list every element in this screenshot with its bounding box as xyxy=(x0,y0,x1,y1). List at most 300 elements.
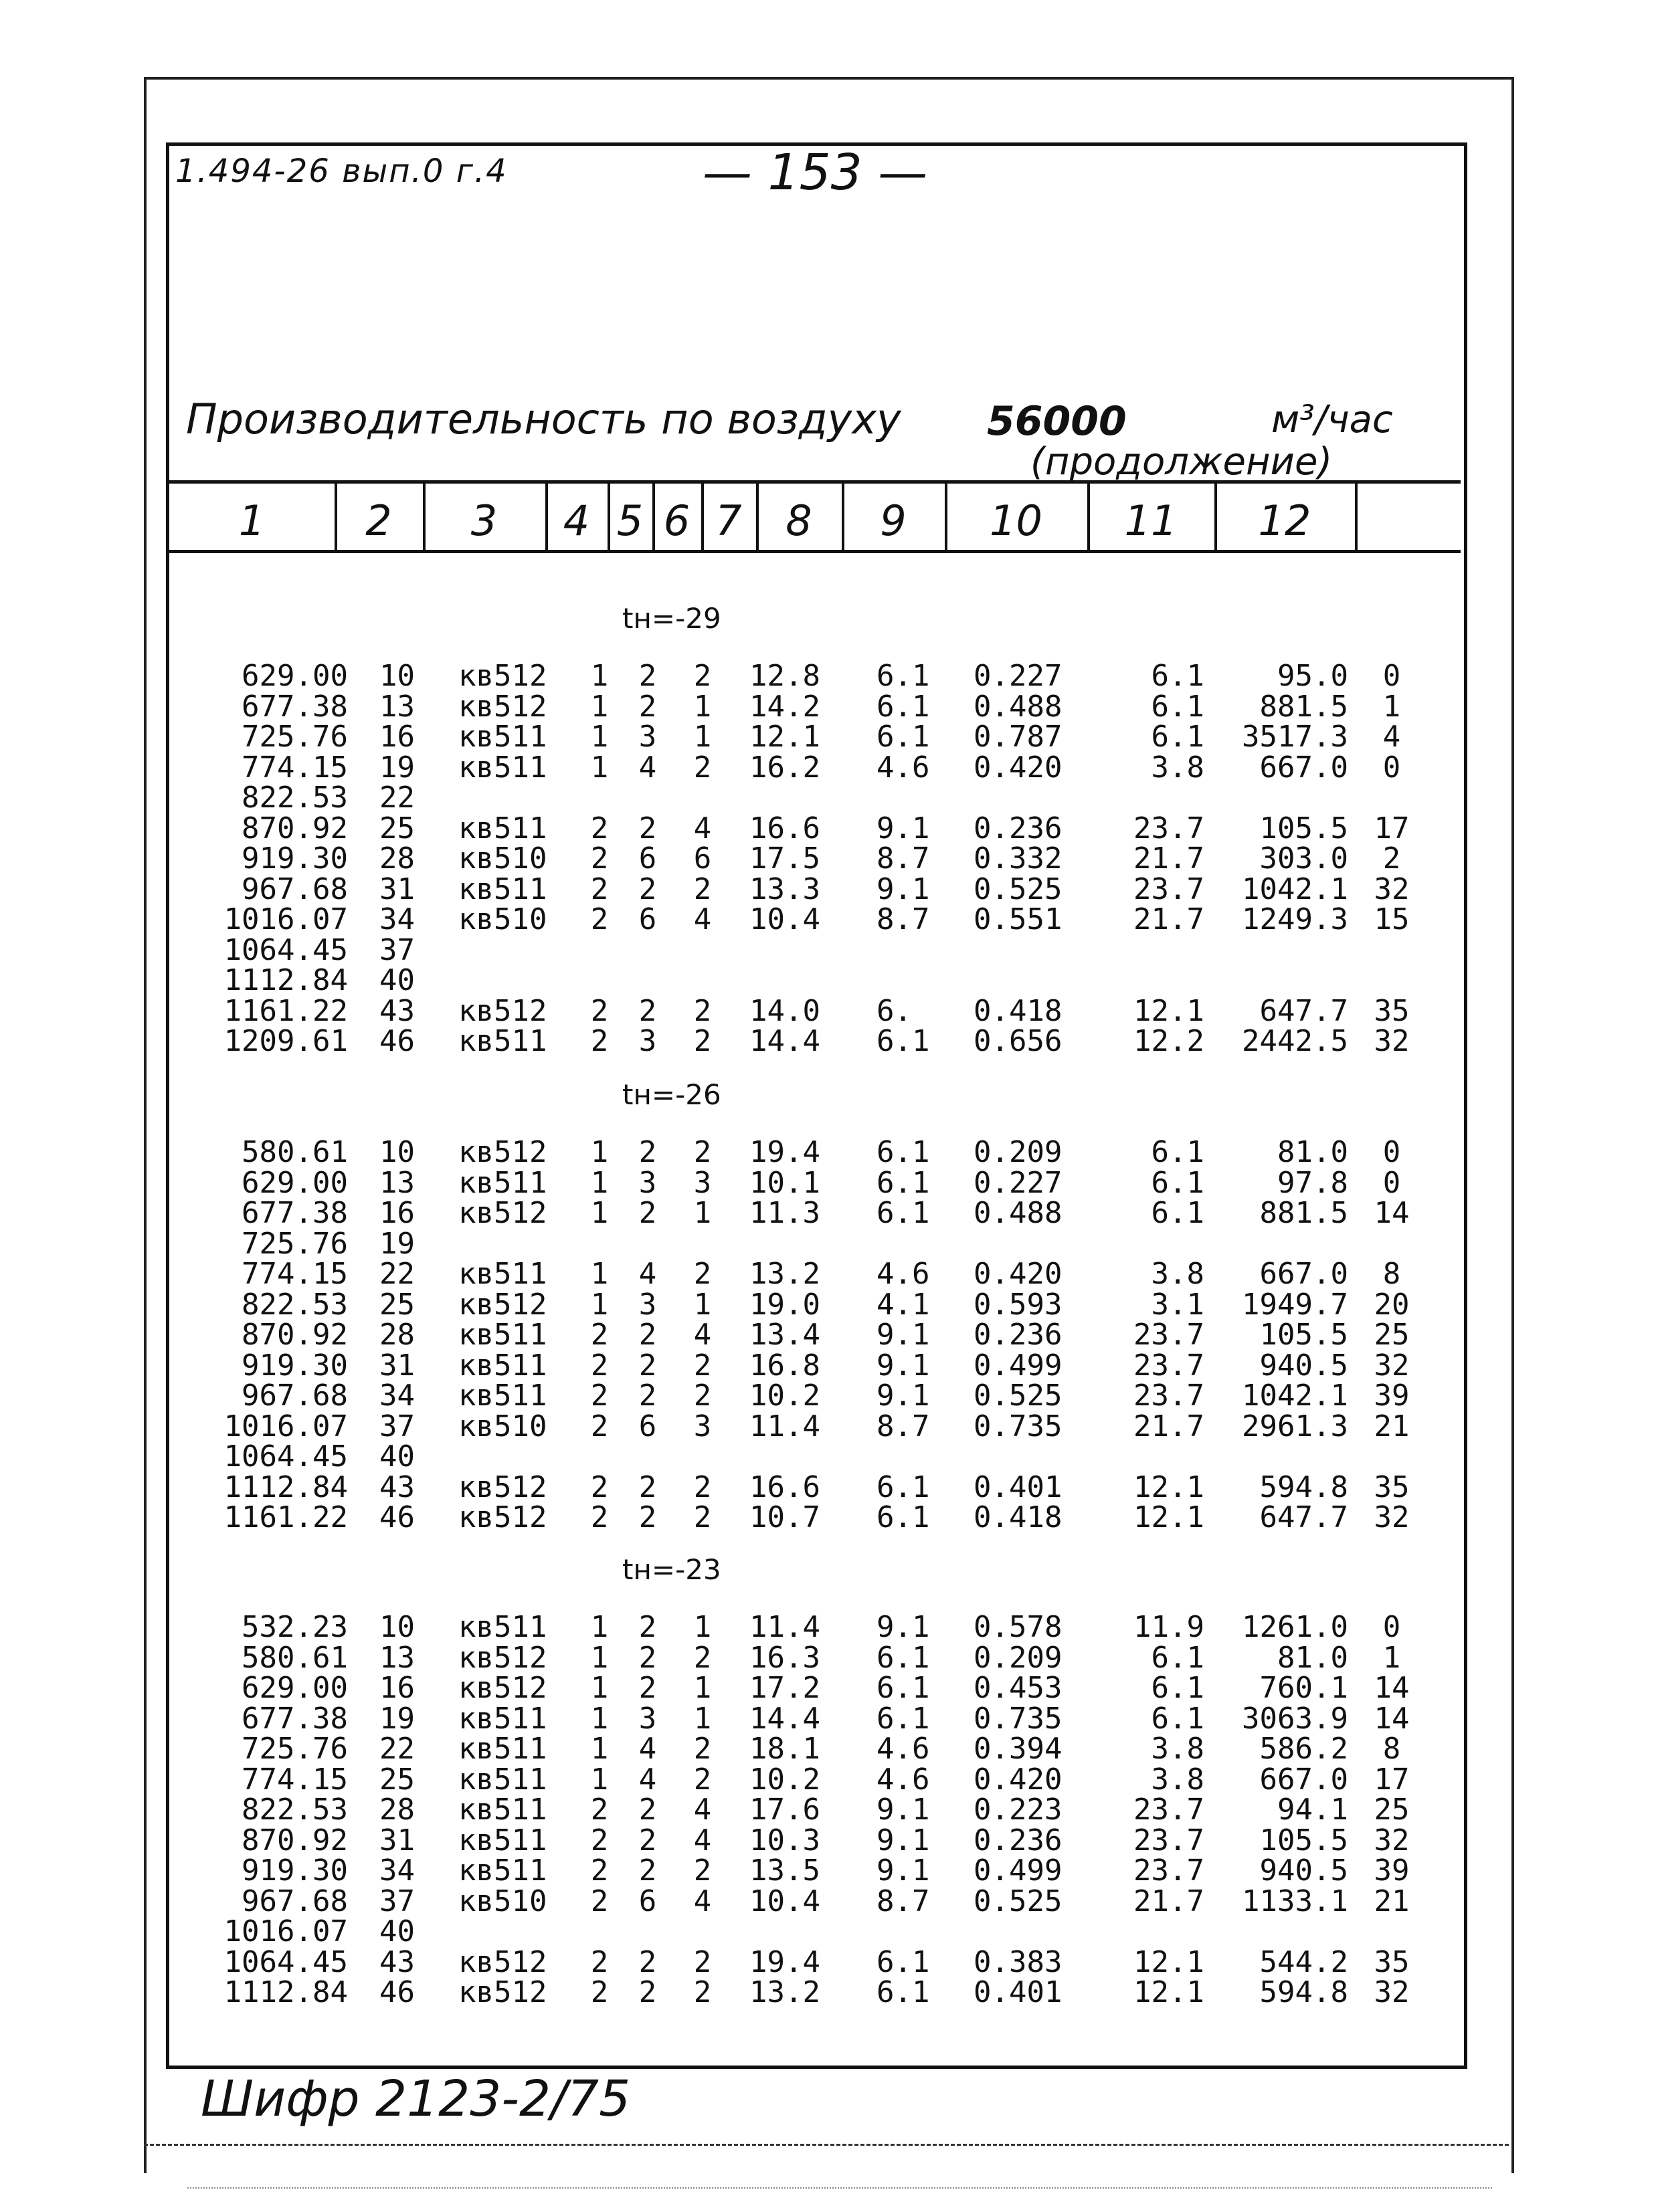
cell-col-8: 6.1 xyxy=(877,1165,930,1200)
cell-col-2: 40 xyxy=(379,963,415,997)
cell-col-8: 4.6 xyxy=(877,1257,930,1291)
table-row xyxy=(0,1640,1660,1675)
cell-col-6: 2 xyxy=(693,1762,712,1797)
cell-col-6: 1 xyxy=(693,1671,712,1705)
cell-col-10: 11.9 xyxy=(1133,1610,1204,1644)
cell-col-11: 3063.9 xyxy=(1242,1701,1348,1736)
cell-col-10: 3.8 xyxy=(1151,750,1204,785)
cell-col-3: кв511 xyxy=(458,1762,547,1797)
cell-col-1: 1016.07 xyxy=(223,1409,348,1443)
cell-col-6: 2 xyxy=(693,872,712,906)
cell-col-1: 774.15 xyxy=(242,1257,348,1291)
airflow-value: 56000 xyxy=(987,398,1127,445)
cell-col-9: 0.656 xyxy=(974,1024,1063,1058)
cell-col-7: 19.4 xyxy=(749,1944,820,1979)
cell-col-8: 9.1 xyxy=(877,1823,930,1857)
cell-col-3: кв510 xyxy=(458,902,547,936)
cell-col-1: 1016.07 xyxy=(223,902,348,936)
cell-col-4: 2 xyxy=(590,841,609,876)
cell-col-8: 9.1 xyxy=(877,872,930,906)
cell-col-2: 16 xyxy=(379,1196,415,1230)
cell-col-1: 1161.22 xyxy=(223,993,348,1028)
cell-col-7: 10.1 xyxy=(749,1165,820,1200)
cell-col-11: 940.5 xyxy=(1259,1348,1348,1383)
cell-col-12: 0 xyxy=(1382,1610,1401,1644)
cell-col-12: 35 xyxy=(1374,993,1410,1028)
cell-col-11: 94.1 xyxy=(1277,1793,1348,1827)
cell-col-4: 2 xyxy=(590,1379,609,1413)
cell-col-7: 11.4 xyxy=(749,1610,820,1644)
cell-col-12: 20 xyxy=(1374,1287,1410,1322)
table-row xyxy=(0,1026,1660,1057)
cell-col-8: 6.1 xyxy=(877,1024,930,1058)
cell-col-6: 2 xyxy=(693,1348,712,1383)
cell-col-9: 0.499 xyxy=(974,1348,1063,1383)
cell-col-3: кв512 xyxy=(458,1671,547,1705)
cell-col-5: 2 xyxy=(638,1348,657,1383)
cell-col-7: 13.2 xyxy=(749,1257,820,1291)
cell-col-1: 532.23 xyxy=(242,1610,348,1644)
cell-col-7: 13.5 xyxy=(749,1853,820,1888)
cell-col-4: 1 xyxy=(590,720,609,754)
cell-col-10: 3.8 xyxy=(1151,1257,1204,1291)
cell-col-9: 0.578 xyxy=(974,1610,1063,1644)
column-header-5: 5 xyxy=(616,496,644,545)
cell-col-1: 725.76 xyxy=(242,1732,348,1766)
cell-col-8: 8.7 xyxy=(877,1884,930,1918)
cell-col-2: 19 xyxy=(379,1701,415,1736)
cell-col-5: 2 xyxy=(638,1135,657,1169)
cell-col-9: 0.401 xyxy=(974,1975,1063,2009)
cell-col-8: 6.1 xyxy=(877,1135,930,1169)
cell-col-6: 4 xyxy=(693,1823,712,1857)
cell-col-1: 677.38 xyxy=(242,1196,348,1230)
cell-col-6: 1 xyxy=(693,720,712,754)
cell-col-1: 677.38 xyxy=(242,689,348,724)
cell-col-11: 667.0 xyxy=(1259,1762,1348,1797)
cell-col-8: 9.1 xyxy=(877,811,930,845)
cell-col-4: 2 xyxy=(590,1500,609,1534)
cell-col-3: кв511 xyxy=(458,1165,547,1200)
cell-col-5: 4 xyxy=(638,1732,657,1766)
cell-col-7: 10.2 xyxy=(749,1762,820,1797)
cell-col-9: 0.420 xyxy=(974,1762,1063,1797)
column-header-9: 9 xyxy=(880,496,907,545)
cell-col-1: 1064.45 xyxy=(223,1439,348,1474)
scan-artifact-line xyxy=(187,2187,1492,2189)
cell-col-3: кв512 xyxy=(458,993,547,1028)
cell-col-8: 6.1 xyxy=(877,689,930,724)
cell-col-2: 13 xyxy=(379,1165,415,1200)
table-row xyxy=(0,1350,1660,1381)
table-row xyxy=(0,1502,1660,1533)
table-row xyxy=(0,1137,1660,1168)
cell-col-7: 10.2 xyxy=(749,1379,820,1413)
cell-col-10: 6.1 xyxy=(1151,659,1204,693)
table-row xyxy=(0,689,1660,724)
cell-col-6: 6 xyxy=(693,841,712,876)
cell-col-2: 28 xyxy=(379,1793,415,1827)
cell-col-5: 2 xyxy=(638,811,657,845)
document-reference: 1.494-26 вып.0 г.4 xyxy=(175,153,508,190)
cell-col-4: 2 xyxy=(590,993,609,1028)
cell-col-2: 28 xyxy=(379,1318,415,1352)
table-row xyxy=(0,1381,1660,1411)
cell-col-1: 919.30 xyxy=(242,1853,348,1888)
cell-col-7: 13.2 xyxy=(749,1975,820,2009)
cell-col-9: 0.551 xyxy=(974,902,1063,936)
column-header-6: 6 xyxy=(663,496,690,545)
cell-col-10: 6.1 xyxy=(1151,1671,1204,1705)
cell-col-5: 6 xyxy=(638,1884,657,1918)
cell-col-5: 4 xyxy=(638,1762,657,1797)
cell-col-3: кв511 xyxy=(458,1732,547,1766)
cell-col-7: 14.0 xyxy=(749,993,820,1028)
cell-col-3: кв512 xyxy=(458,1470,547,1504)
cell-col-3: кв511 xyxy=(458,872,547,906)
cell-col-11: 881.5 xyxy=(1259,1196,1348,1230)
cell-col-4: 2 xyxy=(590,1853,609,1888)
table-row xyxy=(0,1916,1660,1947)
cell-col-4: 2 xyxy=(590,1348,609,1383)
cell-col-4: 1 xyxy=(590,1257,609,1291)
cell-col-1: 822.53 xyxy=(242,1287,348,1322)
cell-col-12: 25 xyxy=(1374,1318,1410,1352)
table-title: Производительность по воздуху xyxy=(186,395,901,443)
cell-col-2: 31 xyxy=(379,1823,415,1857)
cell-col-10: 23.7 xyxy=(1133,1318,1204,1352)
cell-col-11: 594.8 xyxy=(1259,1470,1348,1504)
cell-col-2: 25 xyxy=(379,811,415,845)
cell-col-12: 39 xyxy=(1374,1853,1410,1888)
cell-col-10: 23.7 xyxy=(1133,1823,1204,1857)
cell-col-6: 2 xyxy=(693,1135,712,1169)
cell-col-11: 2442.5 xyxy=(1242,1024,1348,1058)
cell-col-11: 544.2 xyxy=(1259,1944,1348,1979)
cell-col-5: 2 xyxy=(638,1196,657,1230)
cell-col-7: 10.4 xyxy=(749,1884,820,1918)
cell-col-7: 14.4 xyxy=(749,1701,820,1736)
continuation-note: (продолжение) xyxy=(1030,440,1333,484)
cell-col-7: 14.4 xyxy=(749,1024,820,1058)
cell-col-6: 4 xyxy=(693,1884,712,1918)
cell-col-4: 2 xyxy=(590,1318,609,1352)
table-row xyxy=(0,1734,1660,1765)
cell-col-1: 580.61 xyxy=(242,1640,348,1675)
cell-col-9: 0.735 xyxy=(974,1701,1063,1736)
cell-col-4: 1 xyxy=(590,1165,609,1200)
cell-col-1: 967.68 xyxy=(242,1379,348,1413)
cell-col-9: 0.499 xyxy=(974,1853,1063,1888)
cell-col-10: 6.1 xyxy=(1151,720,1204,754)
cell-col-10: 12.1 xyxy=(1133,993,1204,1028)
cell-col-2: 13 xyxy=(379,689,415,724)
cell-col-1: 967.68 xyxy=(242,1884,348,1918)
cell-col-12: 1 xyxy=(1382,1640,1401,1675)
table-row xyxy=(0,752,1660,783)
cell-col-8: 9.1 xyxy=(877,1379,930,1413)
cell-col-1: 677.38 xyxy=(242,1701,348,1736)
cell-col-12: 14 xyxy=(1374,1196,1410,1230)
cell-col-7: 17.2 xyxy=(749,1671,820,1705)
cell-col-6: 4 xyxy=(693,811,712,845)
cell-col-1: 725.76 xyxy=(242,1226,348,1261)
cell-col-8: 6.1 xyxy=(877,1671,930,1705)
cell-col-11: 940.5 xyxy=(1259,1853,1348,1888)
cell-col-9: 0.525 xyxy=(974,1884,1063,1918)
cell-col-1: 1064.45 xyxy=(223,1944,348,1979)
cell-col-8: 9.1 xyxy=(877,1348,930,1383)
cell-col-3: кв512 xyxy=(458,1640,547,1675)
cell-col-2: 16 xyxy=(379,1671,415,1705)
cell-col-11: 647.7 xyxy=(1259,1500,1348,1534)
table-row xyxy=(0,1472,1660,1503)
cell-col-10: 3.1 xyxy=(1151,1287,1204,1322)
cell-col-3: кв511 xyxy=(458,1853,547,1888)
cell-col-5: 2 xyxy=(638,872,657,906)
column-header-10: 10 xyxy=(990,496,1042,545)
table-row xyxy=(0,965,1660,996)
cell-col-12: 2 xyxy=(1382,841,1401,876)
cell-col-1: 774.15 xyxy=(242,750,348,785)
cell-col-9: 0.227 xyxy=(974,659,1063,693)
cell-col-1: 870.92 xyxy=(242,811,348,845)
cell-col-4: 2 xyxy=(590,902,609,936)
cell-col-4: 1 xyxy=(590,1135,609,1169)
cell-col-6: 1 xyxy=(693,1701,712,1736)
cell-col-5: 3 xyxy=(638,1024,657,1058)
cell-col-4: 1 xyxy=(590,1701,609,1736)
cell-col-10: 12.1 xyxy=(1133,1500,1204,1534)
header-divider xyxy=(1355,482,1358,550)
cell-col-4: 2 xyxy=(590,1470,609,1504)
cell-col-12: 39 xyxy=(1374,1379,1410,1413)
cell-col-7: 16.3 xyxy=(749,1640,820,1675)
cell-col-5: 4 xyxy=(638,750,657,785)
cell-col-10: 3.8 xyxy=(1151,1762,1204,1797)
cell-col-5: 2 xyxy=(638,1500,657,1534)
cell-col-8: 8.7 xyxy=(877,1409,930,1443)
cell-col-8: 6.1 xyxy=(877,1640,930,1675)
cell-col-3: кв511 xyxy=(458,1024,547,1058)
cell-col-8: 6.1 xyxy=(877,1701,930,1736)
cell-col-4: 1 xyxy=(590,750,609,785)
cell-col-2: 37 xyxy=(379,1884,415,1918)
cell-col-12: 8 xyxy=(1382,1257,1401,1291)
cell-col-11: 81.0 xyxy=(1277,1135,1348,1169)
cell-col-9: 0.488 xyxy=(974,1196,1063,1230)
column-header-3: 3 xyxy=(470,496,498,545)
table-row xyxy=(0,1441,1660,1472)
cell-col-1: 822.53 xyxy=(242,1793,348,1827)
cell-col-4: 2 xyxy=(590,1944,609,1979)
cell-col-10: 21.7 xyxy=(1133,1409,1204,1443)
cell-col-6: 4 xyxy=(693,902,712,936)
cell-col-10: 21.7 xyxy=(1133,1884,1204,1918)
cell-col-9: 0.418 xyxy=(974,993,1063,1028)
cell-col-2: 34 xyxy=(379,902,415,936)
cell-col-5: 3 xyxy=(638,1165,657,1200)
cell-col-12: 15 xyxy=(1374,902,1410,936)
table-row xyxy=(0,904,1660,935)
cell-col-4: 2 xyxy=(590,811,609,845)
cell-col-6: 3 xyxy=(693,1165,712,1200)
cell-col-4: 1 xyxy=(590,689,609,724)
cell-col-3: кв511 xyxy=(458,1823,547,1857)
cell-col-11: 1133.1 xyxy=(1242,1884,1348,1918)
cell-col-6: 2 xyxy=(693,659,712,693)
column-header-4: 4 xyxy=(563,496,590,545)
cell-col-2: 46 xyxy=(379,1975,415,2009)
cell-col-12: 25 xyxy=(1374,1793,1410,1827)
cell-col-7: 18.1 xyxy=(749,1732,820,1766)
cell-col-8: 6.1 xyxy=(877,659,930,693)
table-row xyxy=(0,993,1660,1028)
cell-col-12: 14 xyxy=(1374,1701,1410,1736)
cell-col-6: 2 xyxy=(693,1500,712,1534)
table-row xyxy=(0,1226,1660,1261)
table-row xyxy=(0,1287,1660,1322)
cell-col-8: 4.6 xyxy=(877,1732,930,1766)
cell-col-2: 13 xyxy=(379,1640,415,1675)
cell-col-6: 2 xyxy=(693,1640,712,1675)
cipher-footer: Шифр 2123-2/75 xyxy=(201,2070,631,2128)
cell-col-12: 35 xyxy=(1374,1944,1410,1979)
cell-col-8: 9.1 xyxy=(877,1318,930,1352)
airflow-unit: м³/час xyxy=(1271,398,1393,441)
cell-col-12: 0 xyxy=(1382,659,1401,693)
cell-col-9: 0.401 xyxy=(974,1470,1063,1504)
cell-col-10: 12.1 xyxy=(1133,1944,1204,1979)
cell-col-4: 2 xyxy=(590,1884,609,1918)
cell-col-9: 0.787 xyxy=(974,720,1063,754)
cell-col-7: 13.4 xyxy=(749,1318,820,1352)
table-row xyxy=(0,1855,1660,1886)
cell-col-12: 1 xyxy=(1382,689,1401,724)
cell-col-5: 2 xyxy=(638,1671,657,1705)
cell-col-5: 2 xyxy=(638,1640,657,1675)
cell-col-7: 16.2 xyxy=(749,750,820,785)
cell-col-1: 725.76 xyxy=(242,720,348,754)
cell-col-2: 31 xyxy=(379,872,415,906)
cell-col-11: 105.5 xyxy=(1259,811,1348,845)
cell-col-11: 1042.1 xyxy=(1242,1379,1348,1413)
cell-col-1: 629.00 xyxy=(242,659,348,693)
cell-col-9: 0.420 xyxy=(974,750,1063,785)
cell-col-10: 23.7 xyxy=(1133,1853,1204,1888)
cell-col-2: 43 xyxy=(379,993,415,1028)
table-row xyxy=(0,813,1660,844)
cell-col-9: 0.735 xyxy=(974,1409,1063,1443)
cell-col-10: 21.7 xyxy=(1133,902,1204,936)
cell-col-5: 2 xyxy=(638,1793,657,1827)
cell-col-12: 17 xyxy=(1374,811,1410,845)
cell-col-6: 4 xyxy=(693,1318,712,1352)
cell-col-10: 23.7 xyxy=(1133,1348,1204,1383)
table-row xyxy=(0,1977,1660,2008)
cell-col-3: кв512 xyxy=(458,1975,547,2009)
cell-col-4: 2 xyxy=(590,1793,609,1827)
table-row xyxy=(0,843,1660,874)
cell-col-3: кв511 xyxy=(458,1701,547,1736)
cell-col-10: 6.1 xyxy=(1151,1165,1204,1200)
cell-col-12: 4 xyxy=(1382,720,1401,754)
table-row xyxy=(0,1886,1660,1917)
cell-col-2: 34 xyxy=(379,1853,415,1888)
cell-col-10: 12.1 xyxy=(1133,1470,1204,1504)
cell-col-7: 12.8 xyxy=(749,659,820,693)
cell-col-9: 0.209 xyxy=(974,1640,1063,1675)
cell-col-4: 1 xyxy=(590,1762,609,1797)
cell-col-1: 1112.84 xyxy=(223,1470,348,1504)
cell-col-6: 2 xyxy=(693,1853,712,1888)
cell-col-4: 1 xyxy=(590,1732,609,1766)
cell-col-10: 6.1 xyxy=(1151,1135,1204,1169)
cell-col-3: кв511 xyxy=(458,1610,547,1644)
cell-col-7: 17.5 xyxy=(749,841,820,876)
cell-col-2: 25 xyxy=(379,1762,415,1797)
cell-col-4: 1 xyxy=(590,659,609,693)
cell-col-2: 43 xyxy=(379,1944,415,1979)
cell-col-6: 4 xyxy=(693,1793,712,1827)
table-row xyxy=(0,1259,1660,1290)
cell-col-9: 0.236 xyxy=(974,1823,1063,1857)
cell-col-11: 2961.3 xyxy=(1242,1409,1348,1443)
cell-col-2: 10 xyxy=(379,1135,415,1169)
cell-col-6: 1 xyxy=(693,1610,712,1644)
cell-col-3: кв512 xyxy=(458,689,547,724)
cell-col-6: 2 xyxy=(693,1975,712,2009)
cell-col-7: 19.4 xyxy=(749,1135,820,1169)
cell-col-7: 12.1 xyxy=(749,720,820,754)
cell-col-8: 9.1 xyxy=(877,1793,930,1827)
cell-col-3: кв511 xyxy=(458,1257,547,1291)
cell-col-3: кв512 xyxy=(458,659,547,693)
cell-col-12: 35 xyxy=(1374,1470,1410,1504)
cell-col-3: кв510 xyxy=(458,841,547,876)
cell-col-11: 81.0 xyxy=(1277,1640,1348,1675)
cell-col-6: 2 xyxy=(693,1379,712,1413)
cell-col-6: 1 xyxy=(693,689,712,724)
cell-col-5: 2 xyxy=(638,1944,657,1979)
cell-col-11: 95.0 xyxy=(1277,659,1348,693)
cell-col-1: 1112.84 xyxy=(223,1975,348,2009)
cell-col-2: 31 xyxy=(379,1348,415,1383)
cell-col-8: 9.1 xyxy=(877,1853,930,1888)
cell-col-3: кв511 xyxy=(458,1348,547,1383)
cell-col-4: 2 xyxy=(590,1975,609,2009)
header-bottom-rule xyxy=(169,550,1461,553)
cell-col-9: 0.227 xyxy=(974,1165,1063,1200)
cell-col-6: 1 xyxy=(693,1287,712,1322)
cell-col-10: 6.1 xyxy=(1151,1196,1204,1230)
table-row xyxy=(0,1825,1660,1856)
cell-col-2: 22 xyxy=(379,781,415,815)
cell-col-12: 14 xyxy=(1374,1671,1410,1705)
cell-col-5: 4 xyxy=(638,1257,657,1291)
table-row xyxy=(0,1795,1660,1825)
header-top-rule xyxy=(169,480,1461,484)
cell-col-11: 647.7 xyxy=(1259,993,1348,1028)
cell-col-8: 6.1 xyxy=(877,1500,930,1534)
cell-col-5: 2 xyxy=(638,1610,657,1644)
column-header-2: 2 xyxy=(365,496,392,545)
cell-col-3: кв512 xyxy=(458,1500,547,1534)
cell-col-3: кв510 xyxy=(458,1409,547,1443)
cell-col-11: 760.1 xyxy=(1259,1671,1348,1705)
table-row xyxy=(0,1198,1660,1229)
cell-col-12: 21 xyxy=(1374,1409,1410,1443)
